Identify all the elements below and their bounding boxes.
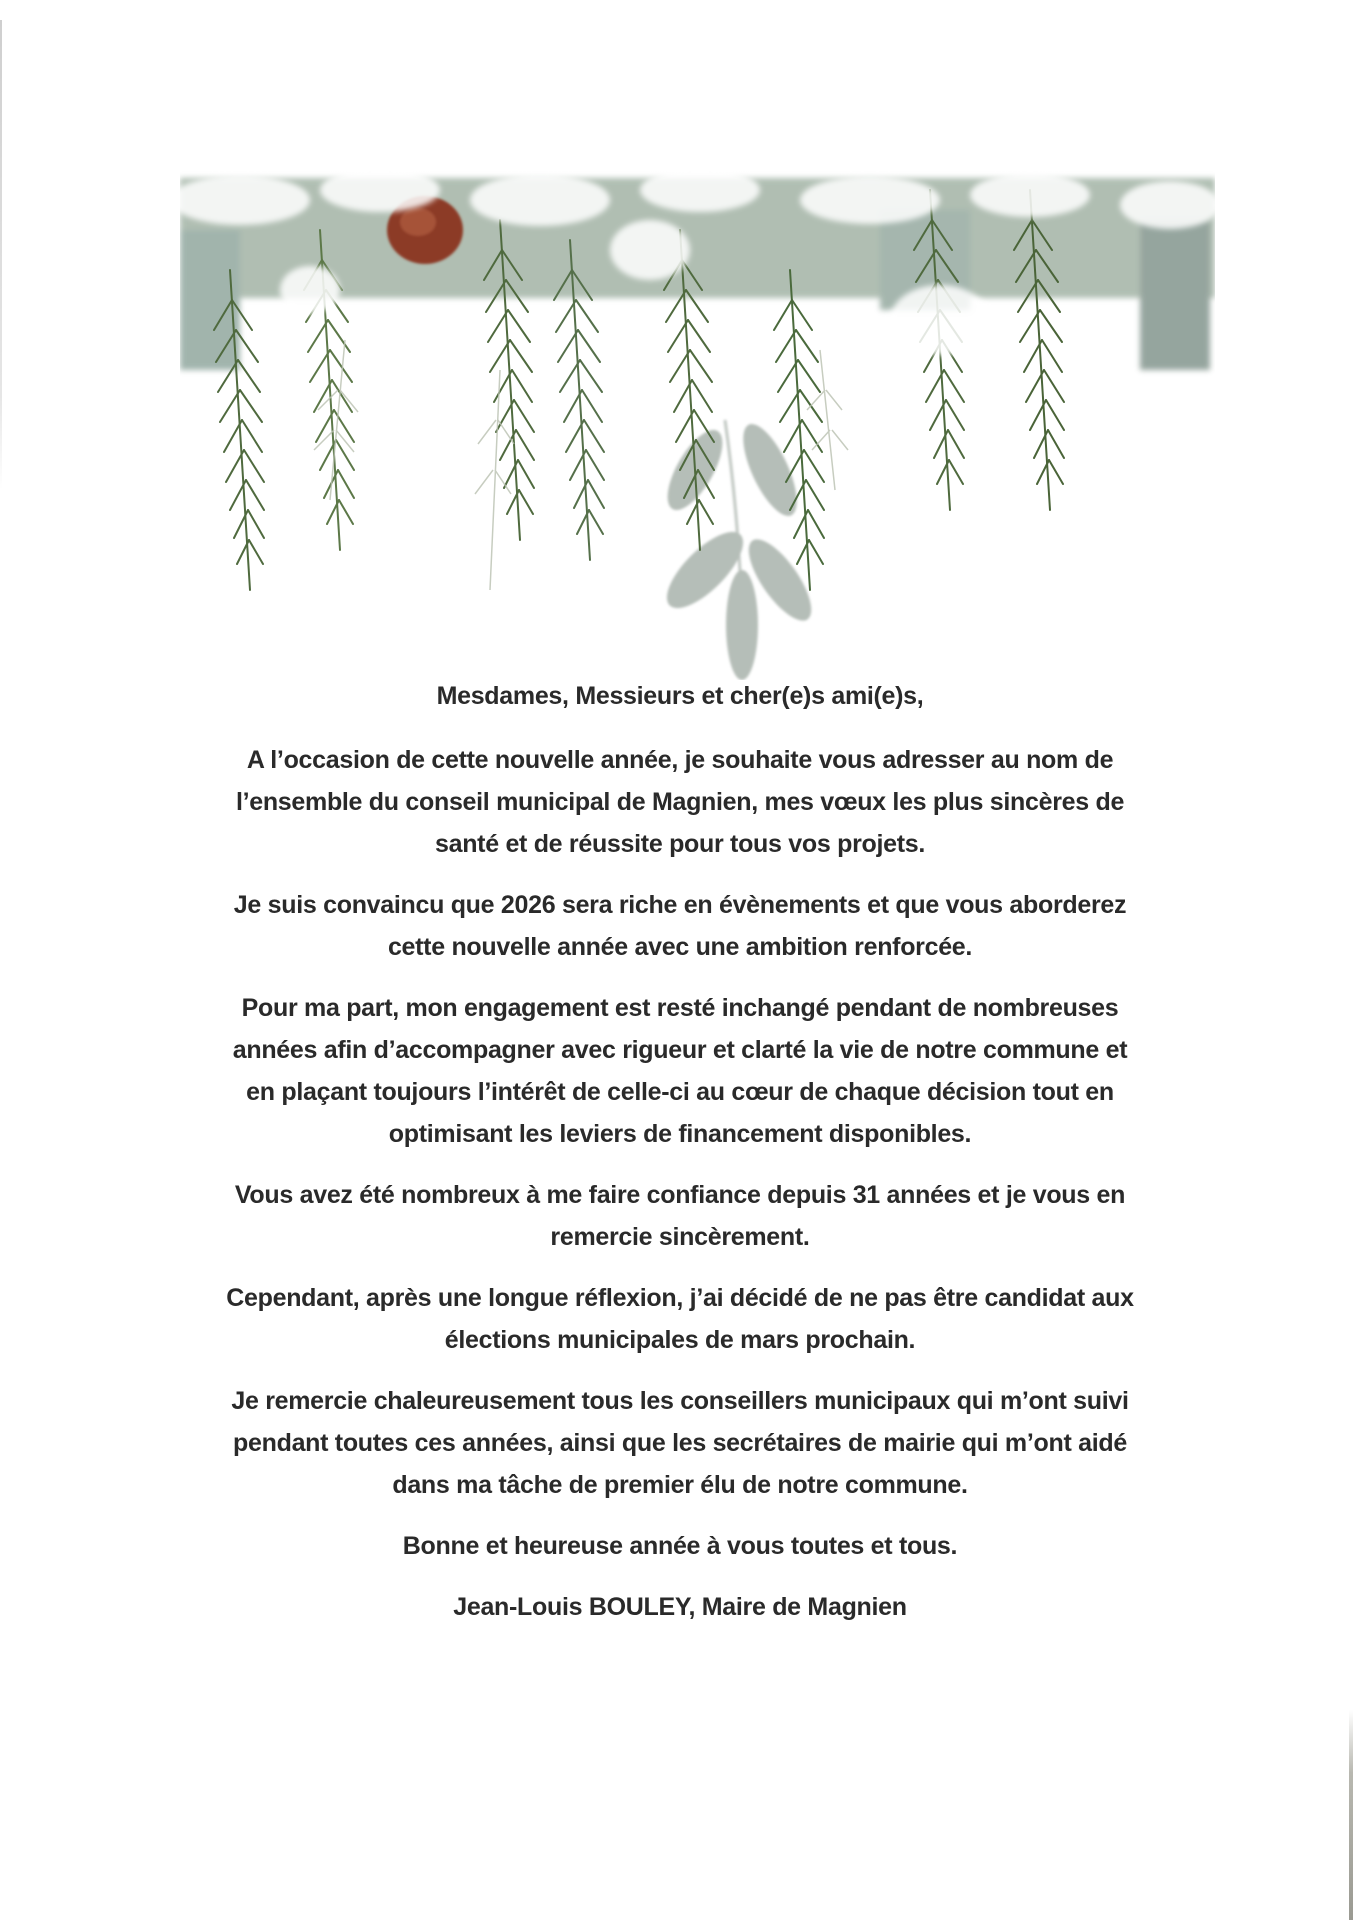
paragraph-line: l’ensemble du conseil municipal de Magnien, mes vœux les plus sincères de xyxy=(235,788,1125,816)
greeting-line: Mesdames, Messieurs et cher(e)s ami(e)s, xyxy=(436,682,924,710)
paragraph-line: années afin d’accompagner avec rigueur et clarté la vie de notre commune et xyxy=(232,1036,1128,1064)
paragraph-line: santé et de réussite pour tous vos projets. xyxy=(434,830,925,858)
paragraph-engagement xyxy=(150,987,1210,1155)
letter-body xyxy=(150,675,1210,1647)
paragraph-line: dans ma tâche de premier élu de notre commune. xyxy=(392,1471,968,1499)
closing-line: Bonne et heureuse année à vous toutes et tous. xyxy=(402,1532,958,1560)
scan-edge-left xyxy=(0,20,2,490)
paragraph-line: élections municipales de mars prochain. xyxy=(444,1326,916,1354)
paragraph-decision xyxy=(150,1277,1210,1361)
paragraph-line: remercie sincèrement. xyxy=(550,1223,810,1251)
greeting xyxy=(150,675,1210,717)
paragraph-thanks xyxy=(150,1380,1210,1506)
signature xyxy=(150,1586,1210,1628)
pine-branches-banner-image xyxy=(180,170,1215,680)
scan-edge-right xyxy=(1349,1710,1353,1920)
paragraph-line: pendant toutes ces années, ainsi que les secrétaires de mairie qui m’ont aidé xyxy=(233,1429,1127,1457)
paragraph-line: Pour ma part, mon engagement est resté inchangé pendant de nombreuses xyxy=(241,994,1119,1022)
paragraph-2026 xyxy=(150,884,1210,968)
paragraph-line: cette nouvelle année avec une ambition renforcée. xyxy=(387,933,973,961)
paragraph-wishes xyxy=(150,739,1210,865)
paragraph-line: Vous avez été nombreux à me faire confiance depuis 31 années et je vous en xyxy=(234,1181,1126,1209)
paragraph-line: A l’occasion de cette nouvelle année, je souhaite vous adresser au nom de xyxy=(246,746,1114,774)
pine-branches-illustration-icon xyxy=(180,170,1215,680)
paragraph-line: en plaçant toujours l’intérêt de celle-ci au cœur de chaque décision tout en xyxy=(246,1078,1114,1106)
paragraph-line: Je suis convaincu que 2026 sera riche en évènements et que vous aborderez xyxy=(233,891,1127,919)
paragraph-line: Cependant, après une longue réflexion, j’ai décidé de ne pas être candidat aux xyxy=(226,1284,1134,1312)
closing xyxy=(150,1525,1210,1567)
signature-line: Jean-Louis BOULEY, Maire de Magnien xyxy=(453,1593,907,1621)
paragraph-confidence xyxy=(150,1174,1210,1258)
paragraph-line: optimisant les leviers de financement disponibles. xyxy=(388,1120,972,1148)
paragraph-line: Je remercie chaleureusement tous les conseillers municipaux qui m’ont suivi xyxy=(231,1387,1129,1415)
